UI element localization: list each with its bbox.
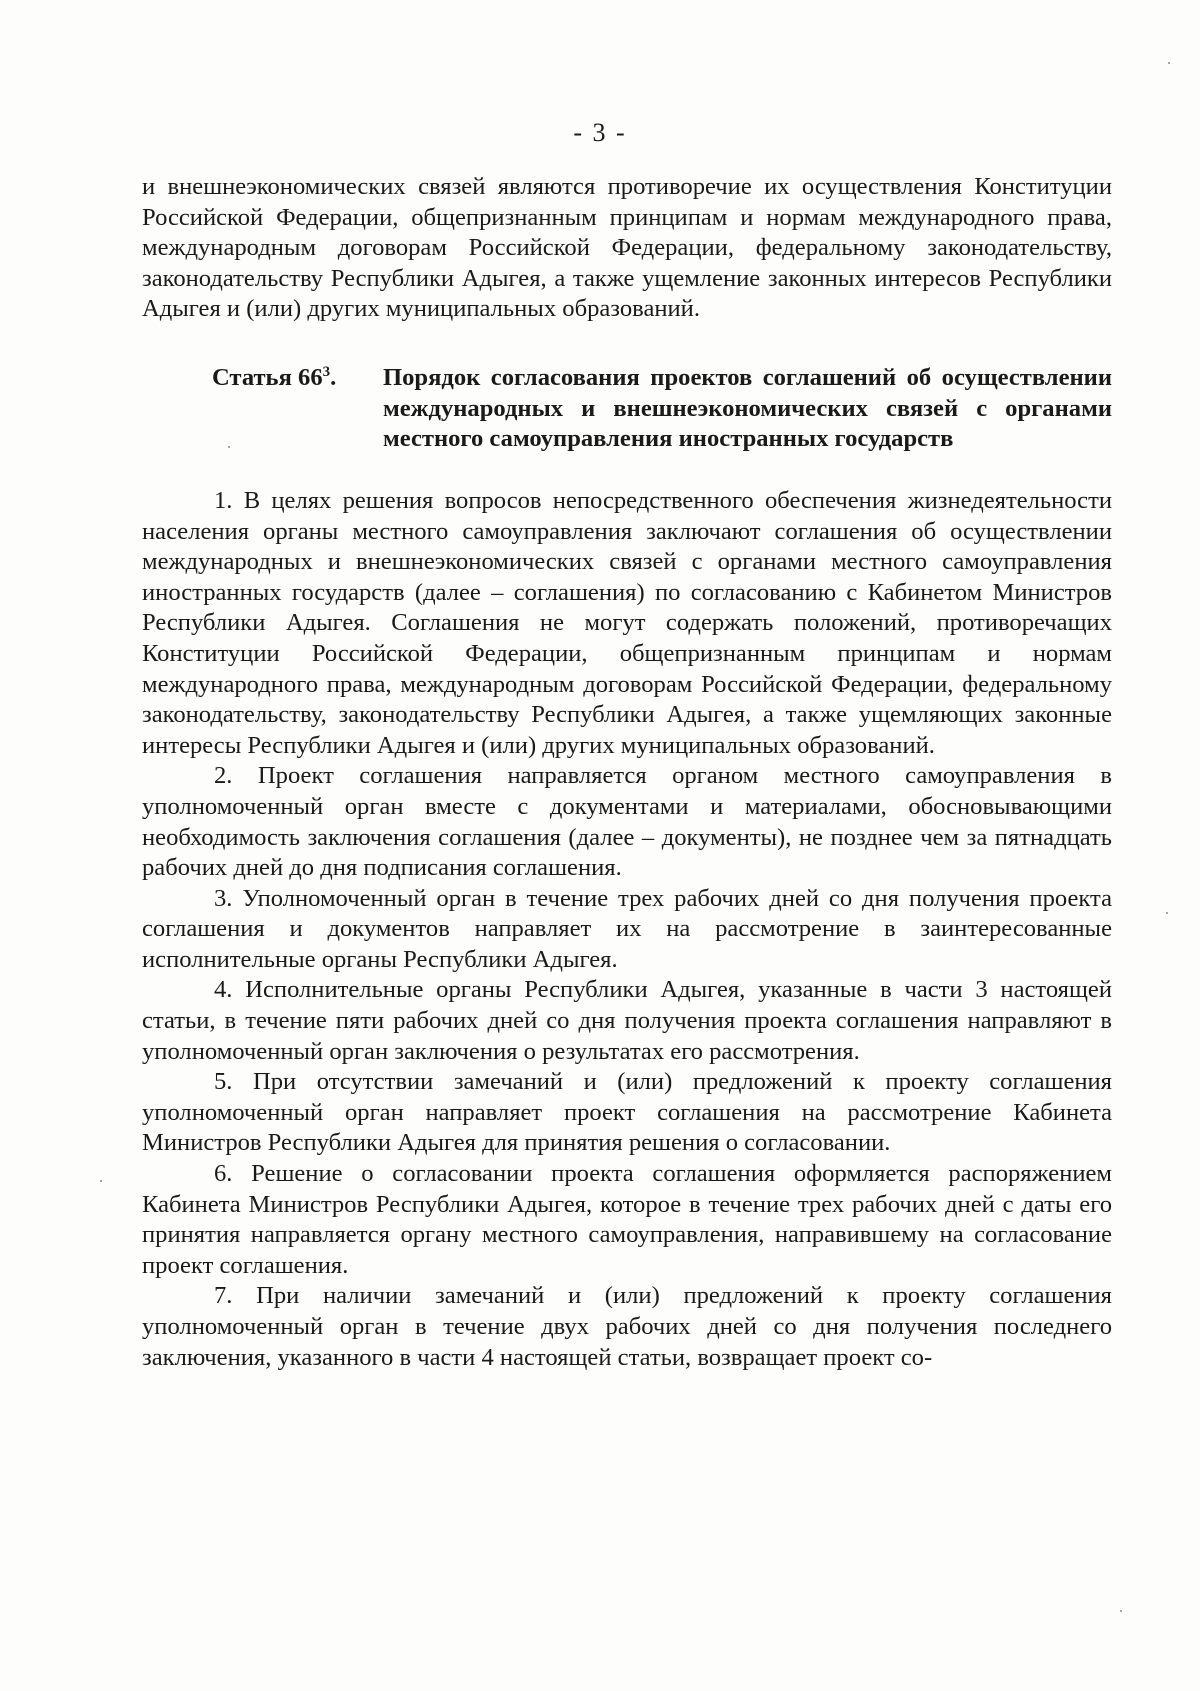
article-label-superscript: 3 <box>322 363 331 380</box>
article-label-suffix: . <box>330 363 337 391</box>
paragraph-2: 2. Проект соглашения направляется органом местного самоуправления в уполномоченный орган вместе с документами и материалами, обосновывающими необходимость заключения соглашения (далее – документы), не позднее чем за пятнадцать рабочих дней до дня подписания соглашения. <box>142 762 1112 882</box>
document-body <box>142 172 1112 1373</box>
scan-speck <box>228 446 230 448</box>
paragraph-6: 6. Решение о согласовании проекта соглашения оформляется распоряжением Кабинета Министров Республики Адыгея, которое в течение трех рабочих дней с даты его принятия направляется органу местного самоуправления, направившему на согласование проект соглашения. <box>142 1160 1112 1279</box>
scan-speck <box>1166 912 1168 914</box>
article-heading <box>142 363 1112 486</box>
paragraph-5: 5. При отсутствии замечаний и (или) предложений к проекту соглашения уполномоченный орган направляет проект соглашения на рассмотрение Кабинета Министров Республики Адыгея для принятия решения о согласовании. <box>142 1068 1112 1157</box>
article-title: Порядок согласования проектов соглашений об осуществлении международных и внешнеэкономических связей с органами местного самоуправления иностранных государств <box>383 363 1112 453</box>
paragraph-3: 3. Уполномоченный орган в течение трех рабочих дней со дня получения проекта соглашения и документов направляет их на рассмотрение в заинтересованные исполнительные органы Республики Адыгея. <box>142 884 1112 973</box>
paragraph-7: 7. При наличии замечаний и (или) предложений к проекту соглашения уполномоченный орган в течение двух рабочих дней со дня получения последнего заключения, указанного в части 4 настоящей статьи, возвращает проект со- <box>142 1282 1112 1371</box>
scan-speck <box>100 1180 102 1182</box>
intro-paragraph: и внешнеэкономических связей являются противоречие их осуществления Конституции Российской Федерации, общепризнанным принципам и нормам международного права, международным договорам Российской Федерации, федеральному законодательству, законодательству Республики Адыгея, а также ущемление законных интересов Республики Адыгея и (или) других муниципальных образований. <box>142 173 1112 323</box>
scan-speck <box>1120 1610 1122 1612</box>
article-label-text: Статья 66 <box>212 363 323 391</box>
paragraph-4: 4. Исполнительные органы Республики Адыгея, указанные в части 3 настоящей статьи, в течение пяти рабочих дней со дня получения проекта соглашения направляют в уполномоченный орган заключения о результатах его рассмотрения. <box>142 976 1112 1065</box>
paragraph-1: 1. В целях решения вопросов непосредственного обеспечения жизнедеятельности населения органы местного самоуправления заключают соглашения об осуществлении международных и внешнеэкономических связей с органами местного самоуправления иностранных государств (далее – соглашения) по согласованию с Кабинетом Министров Республики Адыгея. Соглашения не могут содержать положений, противоречащих Конституции Российской Федерации, общепризнанным принципам и нормам международного права, международным договорам Российской Федерации, федеральному законодательству, законодательству Республики Адыгея, а также ущемляющих законные интересы Республики Адыгея и (или) других муниципальных образований. <box>142 486 1112 759</box>
page-number: - 3 - <box>573 118 627 147</box>
scan-speck <box>1168 62 1170 64</box>
article-number <box>212 363 336 394</box>
